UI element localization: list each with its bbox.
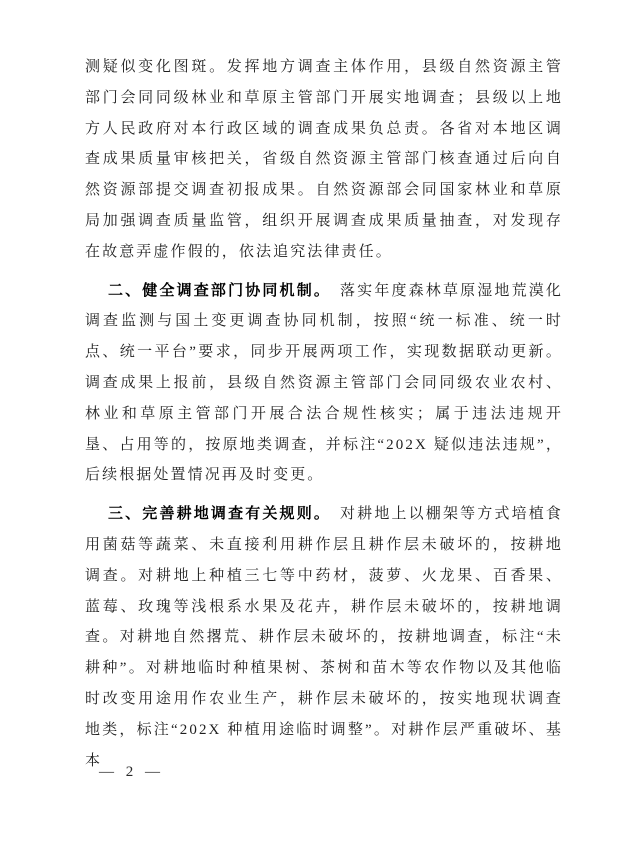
- section-heading: 三、完善耕地调查有关规则。: [108, 505, 332, 523]
- paragraph-text: 测疑似变化图斑。发挥地方调查主体作用，县级自然资源主管部门会同同级林业和草原主管部门开展实地调查；县级以上地方人民政府对本行政区域的调查成果负总责。各省对本地区调查成果质量审核把关，省级自然资源主管部门核查通过后向自然资源部提交调查初报成果。自然资源部会同国家林业和草原局加强调查质量监管，组织开展调查成果质量抽查，对发现存在故意弄虚作假的，依法追究法律责任。: [85, 59, 563, 260]
- document-body: [85, 52, 563, 776]
- paragraph-text: 对耕地上以棚架等方式培植食用菌菇等蔬菜、未直接利用耕作层且耕作层未破坏的，按耕地调查。对耕地上种植三七等中药材，菠萝、火龙果、百香果、蓝莓、玫瑰等浅根系水果及花卉，耕作层未破坏的，按耕地调查。对耕地自然撂荒、耕作层未破坏的，按耕地调查，标注“未耕种”。对耕地临时种植果树、茶树和苗木等农作物以及其他临时改变用途用作农业生产，耕作层未破坏的，按实地现状调查地类，标注“202X 种植用途临时调整”。对耕作层严重破坏、基本: [85, 506, 563, 769]
- paragraph-section-2: [85, 276, 563, 492]
- paragraph-section-3: [85, 499, 563, 776]
- paragraph-continuation: [85, 52, 563, 268]
- paragraph-text: 落实年度森林草原湿地荒漠化调查监测与国土变更调查协同机制，按照“统一标准、统一时点、统一平台”要求，同步开展两项工作，实现数据联动更新。调查成果上报前，县级自然资源主管部门会同同级农业农村、林业和草原主管部门开展合法合规性核实；属于违法违规开垦、占用等的，按原地类调查，并标注“202X 疑似违法违规”，后续根据处置情况再及时变更。: [85, 282, 563, 484]
- page-footer: [99, 764, 164, 781]
- section-heading: 二、健全调查部门协同机制。: [108, 281, 332, 299]
- page-number: — 2 —: [99, 764, 164, 780]
